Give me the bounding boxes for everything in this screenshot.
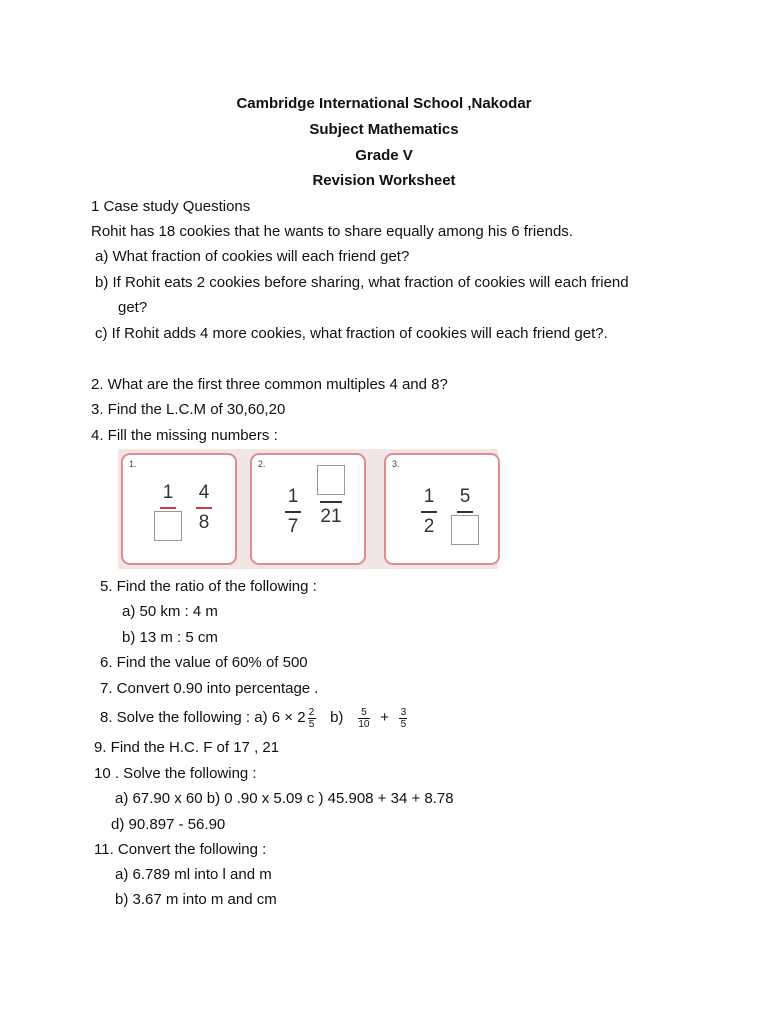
q8-b-label: b) [330, 709, 344, 726]
q7: 7. Convert 0.90 into percentage . [100, 680, 319, 697]
q3: 3. Find the L.C.M of 30,60,20 [91, 401, 286, 418]
numerator: 1 [162, 482, 174, 503]
q10-abc: a) 67.90 x 60 b) 0 .90 x 5.09 c ) 45.908 + 34 + 8.78 [115, 790, 454, 807]
q8-prefix: 8. Solve the following : a) 6 × 2 [100, 709, 306, 726]
numerator: 5 [459, 486, 471, 507]
q9: 9. Find the H.C. F of 17 , 21 [94, 739, 280, 756]
numerator: 1 [423, 486, 435, 507]
blank-box[interactable] [451, 515, 479, 545]
fraction-left [412, 485, 446, 539]
fraction-left [151, 481, 185, 541]
q1-intro: Rohit has 18 cookies that he wants to share equally among his 6 friends. [91, 223, 573, 240]
figure-panel-1 [121, 453, 237, 565]
q1-c: c) If Rohit adds 4 more cookies, what fraction of cookies will each friend get?. [95, 325, 608, 342]
denominator: 7 [287, 516, 299, 537]
q6: 6. Find the value of 60% of 500 [100, 654, 308, 671]
denominator: 10 [358, 718, 370, 730]
q2: 2. What are the first three common multiples 4 and 8? [91, 376, 448, 393]
blank-box[interactable] [317, 465, 345, 495]
q10: 10 . Solve the following : [94, 765, 257, 782]
fraction-bar [196, 507, 212, 509]
q1-heading: 1 Case study Questions [91, 198, 251, 215]
fraction-left [276, 485, 310, 539]
denominator: 2 [423, 516, 435, 537]
fraction-right [187, 481, 221, 535]
q8 [100, 700, 409, 736]
numerator: 5 [361, 706, 367, 718]
fill-missing-figure [118, 449, 498, 569]
q5: 5. Find the ratio of the following : [100, 578, 317, 595]
numerator: 2 [308, 706, 315, 718]
fraction-bar [457, 511, 473, 513]
numerator: 4 [198, 482, 210, 503]
q8-fraction-2 [399, 707, 407, 730]
blank-box[interactable] [154, 511, 182, 541]
q1-a: a) What fraction of cookies will each friend get? [95, 248, 410, 265]
plus-sign: + [380, 709, 390, 726]
q4: 4. Fill the missing numbers : [91, 427, 278, 444]
q11-a: a) 6.789 ml into l and m [115, 866, 272, 883]
grade-line: Grade V [355, 147, 413, 164]
subject-line: Subject Mathematics [309, 121, 459, 138]
fraction-bar [320, 501, 342, 503]
q1-b: b) If Rohit eats 2 cookies before sharing, what fraction of cookies will each friend [95, 274, 629, 291]
q8-fraction-1 [358, 707, 370, 730]
numerator: 1 [287, 486, 299, 507]
q11: 11. Convert the following : [94, 841, 267, 858]
q5-a: a) 50 km : 4 m [122, 603, 218, 620]
fraction-right [448, 485, 482, 545]
q1-b-cont: get? [118, 299, 148, 316]
denominator: 5 [400, 718, 407, 730]
q8-mixed-fraction [308, 707, 316, 730]
figure-panel-3 [384, 453, 500, 565]
denominator: 21 [320, 506, 342, 527]
panel-number: 1. [129, 459, 137, 469]
q11-b: b) 3.67 m into m and cm [115, 891, 277, 908]
figure-panel-2 [250, 453, 366, 565]
panel-number: 3. [392, 459, 400, 469]
fraction-bar [160, 507, 176, 509]
denominator: 5 [308, 718, 315, 730]
fraction-bar [285, 511, 301, 513]
fraction-right [314, 465, 348, 529]
worksheet-title: Revision Worksheet [312, 172, 456, 189]
panel-number: 2. [258, 459, 266, 469]
fraction-bar [421, 511, 437, 513]
numerator: 3 [400, 706, 407, 718]
q10-d: d) 90.897 - 56.90 [111, 816, 226, 833]
q5-b: b) 13 m : 5 cm [122, 629, 218, 646]
school-name: Cambridge International School ,Nakodar [236, 95, 532, 112]
denominator: 8 [198, 512, 210, 533]
